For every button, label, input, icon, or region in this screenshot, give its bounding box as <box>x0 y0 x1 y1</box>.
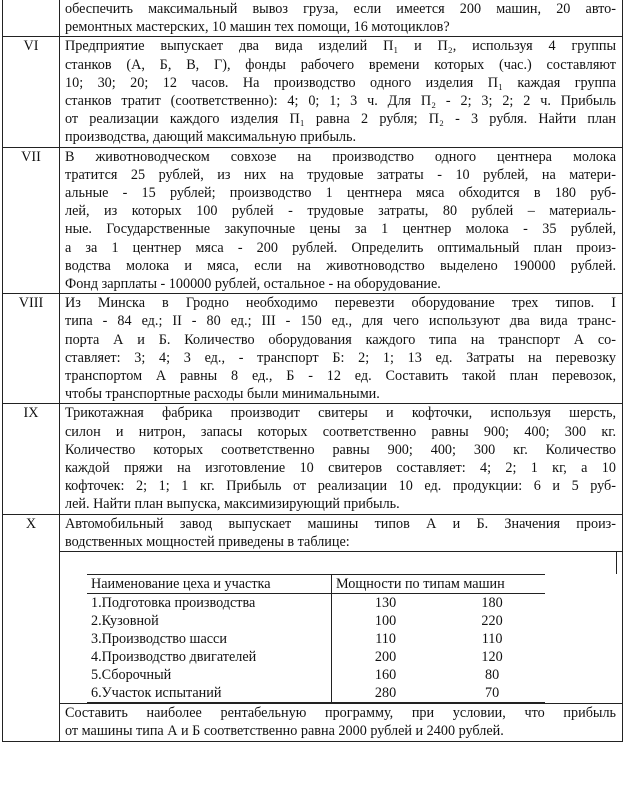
table-cell-type-a: 160 <box>374 667 397 684</box>
text-line: лей, из которых 100 рублей - трудовые затраты, 80 рублей – материаль- <box>65 203 616 220</box>
text-line: водственных мощностей приведены в таблице: <box>65 533 350 550</box>
task-row <box>3 37 622 147</box>
table-cell-type-b: 80 <box>484 667 500 684</box>
task-text <box>60 294 622 403</box>
table-cell-type-b: 120 <box>481 649 503 666</box>
text-line: Из Минска в Гродно необходимо перевезти оборудование трех типов. I <box>65 295 616 312</box>
table-cell-type-b: 110 <box>481 631 503 648</box>
table-cell-workshop: 1.Подготовка производства <box>87 594 332 613</box>
text-line: станков тратит (соответственно): 4; 0; 1; 3 ч. Для П₂ - 2; 3; 2; 2 ч. Прибыль <box>65 93 616 110</box>
table-cell-workshop: 6.Участок испытаний <box>87 684 332 703</box>
table-row <box>87 684 545 703</box>
table-header-row <box>87 575 545 594</box>
text-line: лей. Найти план выпуска, максимизирующий прибыль. <box>65 496 400 513</box>
column-header-workshop: Наименование цеха и участка <box>87 575 332 594</box>
table-cell-type-b: 180 <box>481 595 503 612</box>
text-line: каждой пряжи на изготовление 10 свитеров составляет: 4; 2; 1 кг, а 10 <box>65 460 616 477</box>
table-cell-workshop: 3.Производство шасси <box>87 630 332 648</box>
table-row <box>87 666 545 684</box>
task-conclusion <box>65 704 616 740</box>
text-line: от реализации каждого изделия П₁ равна 2 рубля; П₂ - 3 рубля. Найти план <box>65 111 616 128</box>
table-cell-type-a: 110 <box>375 631 396 648</box>
table-cell-type-a: 200 <box>374 649 397 666</box>
task-text <box>60 37 622 146</box>
tasks-table <box>2 0 623 742</box>
task-row <box>3 294 622 404</box>
text-line: кофточек: 2; 1; 1 кг. Прибыль от реализации 10 ед. продукции: 6 и 5 руб- <box>65 478 616 495</box>
table-cell-type-b: 220 <box>481 613 503 630</box>
text-line: порта А и Б. Количество оборудования каждого типа на транспорт А со- <box>65 331 616 348</box>
capacity-table <box>87 574 545 703</box>
task-number: VIII <box>3 294 60 403</box>
column-header-capacity: Мощности по типам машин <box>332 575 546 594</box>
table-cell-type-b: 70 <box>439 684 545 703</box>
task-text <box>60 515 622 741</box>
task-number <box>3 0 60 36</box>
text-line: а за 1 центнер мяса - 200 рублей. Определить оптимальный план произ- <box>65 239 616 256</box>
divider <box>60 703 622 704</box>
text-line: водства молока и мяса, если на животноводство выделено 190000 рублей. <box>65 257 616 274</box>
text-line: Трикотажная фабрика производит свитеры и кофточки, используя шерсть, <box>65 405 616 422</box>
table-row <box>87 630 545 648</box>
text-line: типа - 84 ед.; II - 80 ед.; III - 150 ед., для чего используют два вида транс- <box>65 313 616 330</box>
table-cell-workshop: 4.Производство двигателей <box>87 648 332 666</box>
text-line: Автомобильный завод выпускает машины типов А и Б. Значения произ- <box>65 515 616 532</box>
text-line: 10; 30; 20; 12 часов. На производство одного изделия П₁ каждая группа <box>65 74 616 91</box>
table-cell-type-a: 280 <box>332 684 440 703</box>
task-number: IX <box>3 404 60 513</box>
task-row <box>3 404 622 514</box>
task-number: VI <box>3 37 60 146</box>
table-cell-type-a: 100 <box>374 613 397 630</box>
divider <box>616 552 617 574</box>
text-line: Составить наиболее рентабельную программу, при условии, что прибыль <box>65 705 616 722</box>
table-row <box>87 594 545 613</box>
table-row <box>87 612 545 630</box>
table-cell-workshop: 2.Кузовной <box>87 612 332 630</box>
text-line: тратится 25 рублей, из них на трудовые затраты - 10 рублей, на матери- <box>65 166 616 183</box>
capacity-table-area <box>60 551 622 704</box>
text-line: транспортом А равны 8 ед., Б - 12 ед. Составить такой план перевозок, <box>65 368 616 385</box>
text-line: от машины типа А и Б соответственно равна 2000 рублей и 2400 рублей. <box>65 723 504 740</box>
text-line: Фонд зарплаты - 100000 рублей, остальное - на оборудование. <box>65 276 441 293</box>
task-row <box>3 148 622 295</box>
text-line: ные. Государственные закупочные цены за 1 центнер молока - 35 рублей, <box>65 221 616 238</box>
text-line: станков (А, Б, В, Г), фонды рабочего времени которых (час.) составляют <box>65 56 616 73</box>
task-row-x <box>3 515 622 742</box>
text-line: Количество которых соответственно равны 900; 400; 300 кг. Количество <box>65 441 616 458</box>
text-line: Предприятие выпускает два вида изделий П₁ и П₂, используя 4 группы <box>65 38 616 55</box>
text-line: производства, дающий максимальную прибыль. <box>65 129 357 146</box>
text-line: В животноводческом совхозе на производство одного центнера молока <box>65 148 616 165</box>
task-text <box>60 0 622 36</box>
table-row <box>87 648 545 666</box>
task-text <box>60 148 622 294</box>
task-text <box>60 404 622 513</box>
task-row <box>3 0 622 37</box>
table-cell-workshop: 5.Сборочный <box>87 666 332 684</box>
table-cell-type-a: 130 <box>374 595 397 612</box>
text-line: обеспечить максимальный вывоз груза, если имеется 200 машин, 20 авто- <box>65 1 616 17</box>
text-line: силон и нитрон, запасы которых соответственно равны 900; 400; 300 кг. <box>65 423 616 440</box>
text-line: ремонтных мастерских, 10 машин тех помощи, 16 мотоциклов? <box>65 19 450 36</box>
text-line: чтобы транспортные расходы были минимальными. <box>65 386 380 403</box>
text-line: альные - 15 рублей; производство 1 центнера мяса обходится в 180 руб- <box>65 185 616 202</box>
text-line: ставляет: 3; 4; 3 ед., - транспорт Б: 2; 1; 13 ед. Затраты на перевозку <box>65 349 616 366</box>
task-number: VII <box>3 148 60 294</box>
task-number: X <box>3 515 60 741</box>
